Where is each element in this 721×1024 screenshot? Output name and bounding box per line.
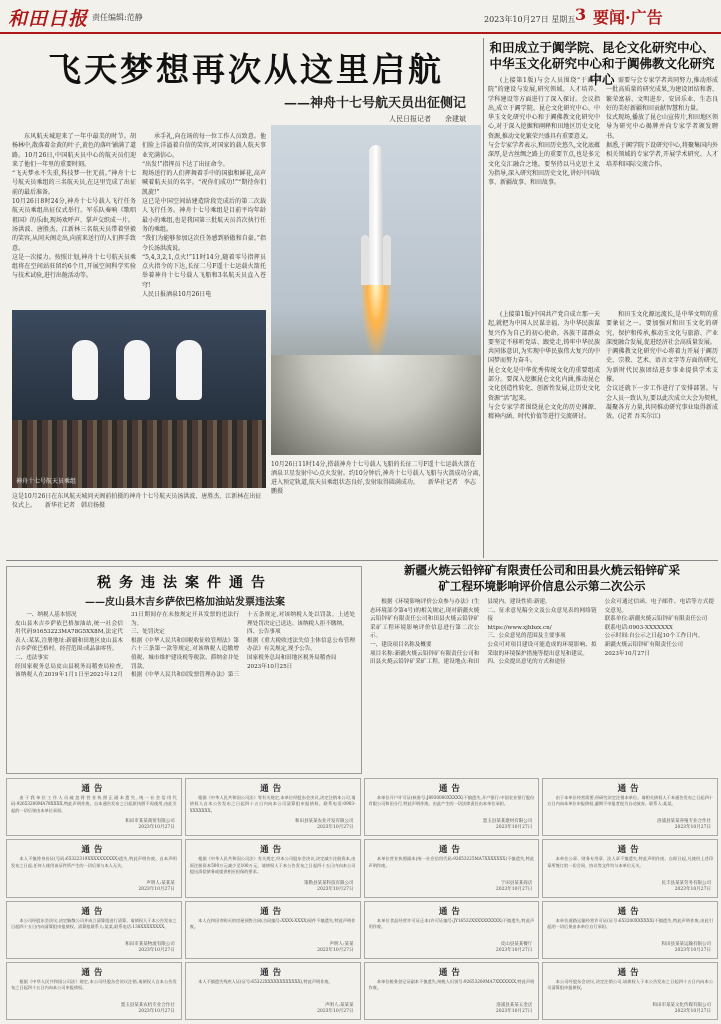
small-notice — [542, 778, 718, 836]
small-notice — [185, 839, 361, 897]
small-notice-text: 本单位开户许可证(核准号:J8930000XXXXX)不慎遗失,开户银行:中国农业银行股份有限公司和田分行,特此声明作废。由此产生的一切法律责任由本单位承担。 — [368, 795, 535, 807]
small-notice-text: 本人在和田市购买的房屋预售合同(合同编号:XXXX-XXXX)原件不慎遗失,特此声明作废。 — [189, 917, 356, 929]
small-notice-title: 通告 — [260, 967, 286, 978]
right-article-title-2: 中华玉文化研究中心和于阗佛教文化研究中心 — [489, 56, 715, 87]
small-notice-title: 通告 — [438, 845, 464, 856]
small-notice-text: 根据《中华人民共和国公司法》有关规定,经本公司股东会决议,决定减少注册资本,由原注册资本500万元减少至100万元。请债权人于本公告发布之日起四十五日内向本公司提出清偿债务或提供相应担保的要求。 — [189, 856, 356, 874]
small-notice-signature: 声明人:某某某 2023年10月27日 — [317, 1003, 354, 1014]
small-notice-signature: 墨玉县某某农机专业合作社 2023年10月27日 — [120, 1003, 175, 1014]
astronaut-figure — [72, 340, 98, 400]
small-notice-title: 通告 — [81, 967, 107, 978]
small-notice-title: 通告 — [260, 906, 286, 917]
mining-notice-body — [370, 598, 714, 770]
crew-photo — [12, 310, 266, 488]
feature-article — [6, 40, 482, 556]
feature-col1-text: 东风航天城迎来了一年中最美的时节。胡杨林中,散落着金黄的叶子,黄色的落叶铺满了道路。10月26日,中国航天员中心的航天员们迎来了他们一年里的重要时刻。 “飞天梦永不失重,科技梦一往无前。”神舟十七号航天员乘组的三名航天员,在这里完成了出征前的最后准备。 10月26日8时24分,神舟十七号载人飞行任务航天员乘组出征仪式举行。军乐队奏响《歌唱祖国》的乐曲,现场欢呼声、掌声交织成一片。 汤洪波、唐胜杰、江新林三名航天员带着坚毅的笑容,从问天阁走出,向前来送行的人们挥手致意。 这是一次接力。按照计划,神舟十七号航天员乘组将在空间站驻留约6个月,开展空间科学实验与技术试验,进行出舱活动等。 — [12, 133, 136, 280]
small-notice — [364, 839, 540, 897]
small-notice — [185, 778, 361, 836]
editor-credit: 责任编辑:范静 — [92, 13, 143, 22]
column-divider — [483, 38, 484, 558]
small-notice-title: 通告 — [260, 845, 286, 856]
small-notice-text: 本单位公章、财务专用章、法人章不慎遗失,特此声明作废。自即日起,凡使用上述印章所签订的一切合同、协议等文件均与本单位无关。 — [547, 856, 713, 868]
small-notice-text: 本单位食品经营许可证正本(许可证编号:JY16532XXXXXXXXXX)不慎遗失,特此声明作废。 — [368, 917, 535, 929]
small-notice-signature: 声明人:某某某 2023年10月27日 — [138, 880, 175, 892]
small-notice-text: 由于本单位经营需要,经研究决定注销本单位。请相关债权人于本通告发布之日起四十五日内向本单位申报债权,逾期不申报者视为自动放弃。联系人:某某。 — [547, 795, 713, 807]
small-notice — [364, 901, 540, 959]
right-article-body-3: (上接第1版)中国共产党自成立那一天起,就把为中国人民谋幸福、为中华民族谋复兴作为自己的初心使命。各族干部群众要坚定不移听党话、跟党走,铸牢中华民族共同体意识,为实现中华民族伟大复兴的中国梦而努力奋斗。 昆仑文化是中华优秀传统文化的重要组成部分。要深入挖掘昆仑文化内涵,推动昆仑文化创造性转化、创新性发展,让历史文化资源“活”起来。 与会专家学者围绕昆仑文化的历史渊源、精神内涵、时代价值等进行交流研讨。 — [488, 311, 600, 421]
small-notice — [364, 962, 540, 1020]
rocket-icon — [369, 145, 383, 285]
crew-caption: 这是10月26日在东风航天城问天阁前拍摄的神舟十七号航天员汤洪波、唐胜杰、江新林在出征仪式上。 新华社记者 韩启扬摄 — [12, 493, 262, 509]
right-article-col-1 — [488, 76, 600, 306]
small-notice — [6, 839, 182, 897]
small-notice-text: 本公司经股东会决议,决定注销公司,请债权人于本公告发布之日起四十五日内向本公司清算组申报债权。 — [547, 978, 713, 991]
small-notice — [542, 839, 718, 897]
small-notice-signature: 和田市某某商贸有限公司 2023年10月27日 — [125, 819, 175, 831]
feature-column-2 — [142, 132, 266, 308]
small-notice — [6, 901, 182, 959]
small-notice — [185, 962, 361, 1020]
right-article-title-1: 和田成立于阗学院、昆仑文化研究中心、 — [489, 40, 715, 55]
tax-notice-body — [15, 611, 355, 769]
astronaut-figure — [124, 340, 150, 400]
page-number: 3 — [575, 5, 587, 24]
small-notice-title: 通告 — [81, 784, 107, 794]
small-notice-title: 通告 — [260, 784, 286, 794]
small-notice — [542, 901, 718, 959]
small-notice-signature: 和田县某某农业开发有限公司 2023年10月27日 — [295, 819, 354, 831]
small-notice-signature: 民丰县某某劳务有限公司 2023年10月27日 — [661, 880, 711, 892]
crew-photo-label: 神舟十七号航天员乘组 — [16, 478, 77, 485]
tax-violation-notice — [6, 566, 362, 774]
right-article-body-1: (上接第1版)与会人员围绕“于阗学院”的建设与发展,研究领域、人才培养、学科建设等方面进行了深入探讨。会议指出,成立于阗学院、昆仑文化研究中心、中华玉文化研究中心和于阗佛教文化研究中心,对于深入挖掘和阐释和田地区历史文化资源,推动文化繁荣兴盛具有重要意义。 与会专家学者表示,和田历史悠久,文化底蕴深厚,是古丝绸之路上的重要节点,也是多元文化交汇融合之地。要坚持以马克思主义为指导,深入研究和田历史文化,讲好中国故事、新疆故事、和田故事。 — [488, 77, 600, 187]
small-notice-text: 根据《中华人民共和国公司法》等有关规定,本单位经股东会决议,决定注销本公司,请债权人自本公告发布之日起四十五日内向本公司清算组申报债权。联系电话:0903-XXXXXXX。 — [189, 795, 356, 813]
small-notice-signature: 和田市某某文化传媒有限公司 2023年10月27日 — [652, 1003, 711, 1014]
small-notice-title: 通告 — [438, 967, 464, 978]
small-notice-signature: 和田县某某运输有限公司 2023年10月27日 — [661, 941, 711, 953]
newspaper-logo: 和田日报 — [8, 8, 89, 30]
feature-subhead: ——神舟十七号航天员出征侧记 — [283, 96, 466, 111]
small-notice-title: 通告 — [438, 906, 464, 917]
mining-eia-notice — [366, 560, 718, 774]
small-notice-signature: 和田市某某物流有限公司 2023年10月27日 — [125, 941, 175, 953]
small-notice-signature: 洛浦县某某五金店 2023年10月27日 — [495, 1003, 533, 1014]
feature-headline: 飞天梦想再次从这里启航 — [48, 50, 444, 89]
mining-notice-text: 根据《环境影响评价公众参与办法》(生态环境部令第4号)的相关规定,现对新疆火焼云铅锌矿有限责任公司和田县火焼云铅锌矿采矿工程环境影响评价信息进行第二次公示。 一、建设项目名称及概要 项目名称:新疆火焼云铅锌矿有限责任公司和田县火焼云铅锌矿采矿工程。建设地点:和田县境内。建设性质:新建。 二、征求意见稿全文及公众意见表的网络链接 https://www.xjhbzx.cn/ 三、公众意见的范围及主要事项 公众可对项目建设可能造成的环境影响、拟采取的环境保护措施等提出意见和建议。 四、公众提出意见的方式和途径 公众可通过信函、电子邮件、电话等方式提交意见。 联系单位:新疆火焼云铅锌矿有限责任公司 联系电话:0903-XXXXXXX 公示时间:自公示之日起10个工作日内。 新疆火焼云铅锌矿有限责任公司 2023年10月27日 — [370, 599, 714, 666]
small-notice-text: 根据《中华人民共和国公司法》规定,本公司经股东会决议注销,请债权人自本公告发布之日起四十五日内向本公司申报债权。 — [11, 978, 177, 991]
section-title: 要闻·广告 — [593, 8, 663, 27]
feature-byline: 人民日报记者 余建斌 — [389, 115, 466, 123]
small-notice — [364, 778, 540, 836]
small-notice — [542, 962, 718, 1020]
right-article-body-2: 需要与会专家学者共同努力,推动形成一批高质量的研究成果,为建设团结和谐、繁荣富裕、文明进步、安居乐业、生态良好的美好新疆和田贡献智慧和力量。 仪式现场,播放了昆仑山宣传片,和田地区领导为研究中心揭牌并向专家学者颁发聘书。 据悉,于阗学院下设研究中心,将聚集国内外相关领域的专家学者,开展学术研究、人才培养和国际交流合作。 — [606, 77, 718, 168]
rocket-caption: 10月26日11时14分,搭载神舟十七号载人飞船的长征二号F遥十七运载火箭在酒泉卫星发射中心点火发射。约10分钟后,神舟十七号载人飞船与火箭成功分离,进入预定轨道,航天员乘组状态良好,发射取得圆满成功。 新华社记者 李志鹏摄 — [271, 461, 481, 495]
right-article-col-4 — [606, 310, 718, 556]
right-article-col-2 — [606, 76, 718, 306]
right-article-body-4: 和田玉文化源远流长,是中华文明的重要象征之一。要加强对和田玉文化的研究、保护和传承,推动玉文化与旅游、产业深度融合发展,促进经济社会高质量发展。 于阗佛教文化研究中心将着力开展于阗历史、宗教、艺术、语言文字等方面的研究,为新时代民族团结进步事业提供学术支撑。 会议还就下一步工作进行了安排部署。与会人员一致认为,要以此次成立大会为契机,凝聚各方力量,共同推动研究事业取得新成效。(记者 吾买尔江) — [606, 311, 718, 421]
flame-icon — [361, 285, 391, 355]
tax-notice-title: 税务违法案件通告 — [97, 575, 273, 591]
small-notice-title: 通告 — [617, 845, 643, 856]
small-notice-title: 通告 — [81, 906, 107, 917]
small-notice-signature: 墨玉县某某建材有限公司 2023年10月27日 — [482, 819, 533, 831]
right-article-col-3 — [488, 310, 600, 556]
small-notice-signature: 皮山县某某餐厅 2023年10月27日 — [495, 941, 533, 953]
mining-notice-title-2: 矿工程环境影响评价信息公示第二次公示 — [438, 579, 646, 593]
masthead — [0, 0, 721, 34]
rocket-launch-photo — [271, 125, 481, 455]
small-notice-signature: 洛浦县某某养殖专业合作社 2023年10月27日 — [657, 819, 711, 831]
small-notice-text: 本单位税务登记证副本不慎遗失,纳税人识别号:92653200MA7XXXXXXX,特此声明作废。 — [368, 978, 535, 991]
mining-notice-title-1: 新疆火焼云铅锌矿有限责任公司和田县火焼云铅锌矿采 — [404, 563, 680, 577]
small-notice — [185, 901, 361, 959]
small-notice-text: 本单位道路运输经营许可证(证号:653200XXXXXX)不慎遗失,特此声明作废,由此引起的一切后果由本单位自行承担。 — [547, 917, 713, 929]
small-notice-title: 通告 — [438, 784, 464, 794]
tax-notice-subtitle: ——皮山县木吉乡萨依巴格加油站发票违法案 — [85, 597, 285, 608]
tax-notice-text: 一、纳税人基本情况 皮山县木吉乡萨依巴格加油站,统一社会信用代码91653223MA78G5XX8M,法定代表人:某某,注册地址:新疆和田地区皮山县木吉乡萨依巴格村。经营范围:成品油零售。 二、违法事实 经国家税务总局皮山县税务局稽查局检查,该纳税人在2019年1月1日至2021年12月31日期间存在未按规定开具发票的违法行为。 三、处罚决定 根据《中华人民共和国税收征收管理法》第六十三条第一款等规定,对该纳税人追缴增值税、城市维护建设税等税款、滞纳金并处罚款。 根据《中华人民共和国发票管理办法》第三十五条规定,对该纳税人处以罚款。上述处理处罚决定已送达。该纳税人拒不缴纳。 四、公告事项 根据《重大税收违法失信主体信息公布管理办法》有关规定,现予公告。 国家税务总局和田地区税务局稽查局 2023年10月25日 — [15, 612, 355, 679]
small-notice-title: 通告 — [617, 784, 643, 794]
feature-column-1 — [12, 132, 136, 308]
small-notice — [6, 962, 182, 1020]
small-notice-text: 本公司经股东会决议,决定解散公司并成立清算组进行清算。请债权人于本公告发布之日起四十五日内向清算组申报债权。清算组联系人:某某,联系电话:138XXXXXXXX。 — [11, 917, 177, 929]
small-notice-text: 本单位营业执照副本(统一社会信用代码:92653225MA7XXXXXXX)不慎遗失,特此声明作废。 — [368, 856, 535, 868]
issue-date: 2023年10月27日 星期五 — [484, 15, 576, 24]
small-notice-signature: 策勒县某某科技有限公司 2023年10月27日 — [304, 880, 354, 892]
small-notice-title: 通告 — [617, 967, 643, 978]
astronaut-figure — [176, 340, 202, 400]
small-notice — [6, 778, 182, 836]
small-notice-text: 由于我单位工作人员疏忽将营业执照正副本遗失,统一社会信用代码:92653200MA78XXXX,特此声明作废。自本通告发布之日起原执照不再使用,由此引起的一切后果由本单位承担。 — [11, 795, 177, 813]
feature-col2-text: 承手礼,向在场的每一位工作人员致意。他们脸上洋溢着自信的笑容,对国家的载人航天事业充满信心。 “出发!”指挥员下达了出征命令。 现场送行的人们挥舞着手中的国旗和鲜花,高声喊着航天员的名字。“祝你们成功!”“期待你们凯旋!” 这已是中国空间站建造阶段完成后的第二次载人飞行任务。神舟十七号乘组是目前平均年龄最小的乘组,也是我国第三批航天员首次执行任务的乘组。 “我们为能够参加这次任务感到骄傲和自豪。”指令长汤洪波说。 “5,4,3,2,1,点火!”11时14分,随着零号指挥员点火指令的下达,长征二号F遥十七运载火箭托举着神舟十七号载人飞船和3名航天员直入苍穹! 人民日报酒泉10月26日电 — [142, 133, 266, 299]
small-notice-text: 本人不慎将身份证(号码:65322319XXXXXXXXXX)遗失,特此声明作废。自本声明发布之日起,任何人使用该证件所产生的一切后果与本人无关。 — [11, 856, 177, 868]
small-notice-title: 通告 — [617, 906, 643, 917]
small-notice-title: 通告 — [81, 845, 107, 856]
small-notice-text: 本人不慎遗失残疾人证(证号:65322XXXXXXXXXXXX),特此声明作废。 — [198, 978, 333, 984]
small-notice-signature: 声明人:某某 2023年10月27日 — [317, 941, 354, 953]
small-notice-signature: 于田县某某商店 2023年10月27日 — [495, 880, 533, 892]
